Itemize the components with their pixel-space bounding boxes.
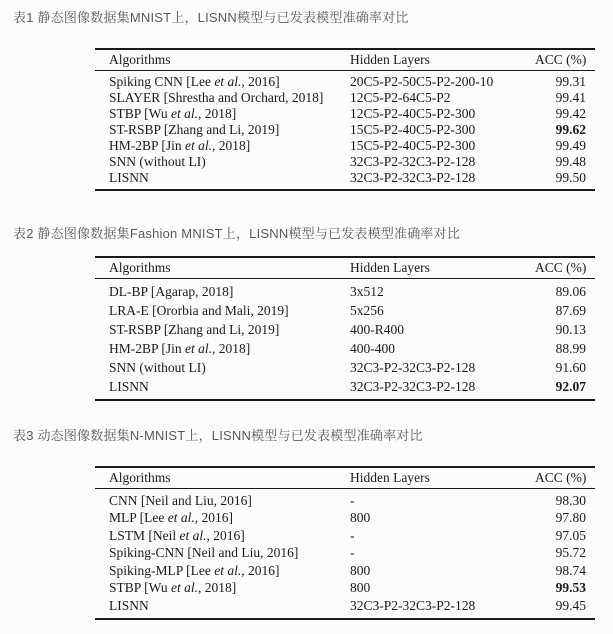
table-row (95, 580, 595, 598)
acc-cell: 89.06 (555, 283, 586, 299)
table-row (95, 74, 595, 90)
algorithm-cell: MLP [Lee et al., 2016] (109, 510, 233, 526)
algorithm-cell: LSTM [Neil et al., 2016] (109, 527, 245, 543)
table3-col-algorithms: Algorithms (109, 470, 171, 485)
algorithm-cell: HM-2BP [Jin et al., 2018] (109, 340, 251, 356)
table1-col-algorithms: Algorithms (109, 52, 171, 67)
hidden-layers-cell: 15C5-P2-40C5-P2-300 (350, 138, 476, 153)
algorithm-cell: CNN [Neil and Liu, 2016] (109, 492, 252, 508)
algorithm-cell: ST-RSBP [Zhang and Li, 2019] (109, 122, 280, 137)
table1-header-row (95, 50, 595, 71)
table2-header-row (95, 258, 595, 279)
table-row (95, 562, 595, 580)
hidden-layers-cell: 32C3-P2-32C3-P2-128 (350, 154, 476, 169)
acc-cell: 97.80 (555, 510, 586, 526)
table-row (95, 597, 595, 615)
table2-col-hidden-layers: Hidden Layers (350, 260, 430, 275)
algorithm-cell: LISNN (109, 597, 149, 613)
table3-header-row (95, 468, 595, 489)
table3-caption: 表3 动态图像数据集N-MNIST上，LISNN模型与已发表模型准确率对比 (13, 428, 423, 443)
hidden-layers-cell: 800 (350, 580, 371, 596)
hidden-layers-cell: 800 (350, 562, 371, 578)
table3-col-acc: ACC (%) (535, 470, 587, 485)
algorithm-cell: Spiking CNN [Lee et al., 2016] (109, 74, 280, 89)
table-row (95, 154, 595, 170)
hidden-layers-cell: - (350, 527, 355, 543)
table-row (95, 320, 595, 339)
table3-col-hidden-layers: Hidden Layers (350, 470, 430, 485)
algorithm-cell: STBP [Wu et al., 2018] (109, 106, 237, 121)
table-row (95, 527, 595, 545)
algorithm-cell: Spiking-MLP [Lee et al., 2016] (109, 562, 280, 578)
table2-caption: 表2 静态图像数据集Fashion MNIST上，LISNN模型与已发表模型准确率对比 (13, 226, 461, 241)
acc-cell: 99.53 (555, 580, 586, 596)
hidden-layers-cell: 32C3-P2-32C3-P2-128 (350, 359, 476, 375)
hidden-layers-cell: 400-R400 (350, 321, 404, 337)
acc-cell: 99.62 (555, 122, 586, 137)
acc-cell: 99.41 (555, 90, 586, 105)
hidden-layers-cell: 32C3-P2-32C3-P2-128 (350, 378, 476, 394)
algorithm-cell: SNN (without LI) (109, 359, 206, 375)
table2-body (95, 279, 595, 399)
hidden-layers-cell: - (350, 545, 355, 561)
acc-cell: 87.69 (555, 302, 586, 318)
table1-caption: 表1 静态图像数据集MNIST上，LISNN模型与已发表模型准确率对比 (13, 10, 409, 25)
acc-cell: 90.13 (555, 321, 586, 337)
table-row (95, 377, 595, 396)
algorithm-cell: SLAYER [Shrestha and Orchard, 2018] (109, 90, 324, 105)
acc-cell: 88.99 (555, 340, 586, 356)
table-row (95, 170, 595, 186)
hidden-layers-cell: - (350, 492, 355, 508)
acc-cell: 97.05 (555, 527, 586, 543)
table-row (95, 138, 595, 154)
algorithm-cell: STBP [Wu et al., 2018] (109, 580, 237, 596)
acc-cell: 99.31 (555, 74, 586, 89)
table1-col-hidden-layers: Hidden Layers (350, 52, 430, 67)
hidden-layers-cell: 20C5-P2-50C5-P2-200-10 (350, 74, 494, 89)
algorithm-cell: LISNN (109, 378, 149, 394)
algorithm-cell: LRA-E [Ororbia and Mali, 2019] (109, 302, 289, 318)
acc-cell: 99.45 (555, 597, 586, 613)
table2-col-acc: ACC (%) (535, 260, 587, 275)
table2-fashion-mnist (95, 256, 595, 401)
hidden-layers-cell: 32C3-P2-32C3-P2-128 (350, 170, 476, 185)
hidden-layers-cell: 5x256 (350, 302, 384, 318)
table1-body (95, 71, 595, 189)
acc-cell: 99.50 (555, 170, 586, 185)
acc-cell: 99.42 (555, 106, 586, 121)
acc-cell: 92.07 (555, 378, 586, 394)
table-row (95, 545, 595, 563)
table-row (95, 492, 595, 510)
table1-col-acc: ACC (%) (535, 52, 587, 67)
table-row (95, 90, 595, 106)
hidden-layers-cell: 32C3-P2-32C3-P2-128 (350, 597, 476, 613)
table2-col-algorithms: Algorithms (109, 260, 171, 275)
table-row (95, 339, 595, 358)
table1-mnist (95, 48, 595, 191)
table-row (95, 282, 595, 301)
table-row (95, 122, 595, 138)
hidden-layers-cell: 400-400 (350, 340, 395, 356)
algorithm-cell: SNN (without LI) (109, 154, 206, 169)
acc-cell: 98.30 (555, 492, 586, 508)
table-row (95, 301, 595, 320)
algorithm-cell: Spiking-CNN [Neil and Liu, 2016] (109, 545, 299, 561)
hidden-layers-cell: 3x512 (350, 283, 384, 299)
algorithm-cell: DL-BP [Agarap, 2018] (109, 283, 234, 299)
hidden-layers-cell: 12C5-P2-64C5-P2 (350, 90, 451, 105)
acc-cell: 98.74 (555, 562, 586, 578)
table3-n-mnist (95, 466, 595, 620)
algorithm-cell: ST-RSBP [Zhang and Li, 2019] (109, 321, 280, 337)
algorithm-cell: LISNN (109, 170, 149, 185)
acc-cell: 91.60 (555, 359, 586, 375)
table-row (95, 358, 595, 377)
hidden-layers-cell: 12C5-P2-40C5-P2-300 (350, 106, 476, 121)
hidden-layers-cell: 800 (350, 510, 371, 526)
table3-body (95, 489, 595, 618)
table-row (95, 510, 595, 528)
algorithm-cell: HM-2BP [Jin et al., 2018] (109, 138, 251, 153)
hidden-layers-cell: 15C5-P2-40C5-P2-300 (350, 122, 476, 137)
acc-cell: 99.48 (555, 154, 586, 169)
acc-cell: 95.72 (555, 545, 586, 561)
acc-cell: 99.49 (555, 138, 586, 153)
table-row (95, 106, 595, 122)
